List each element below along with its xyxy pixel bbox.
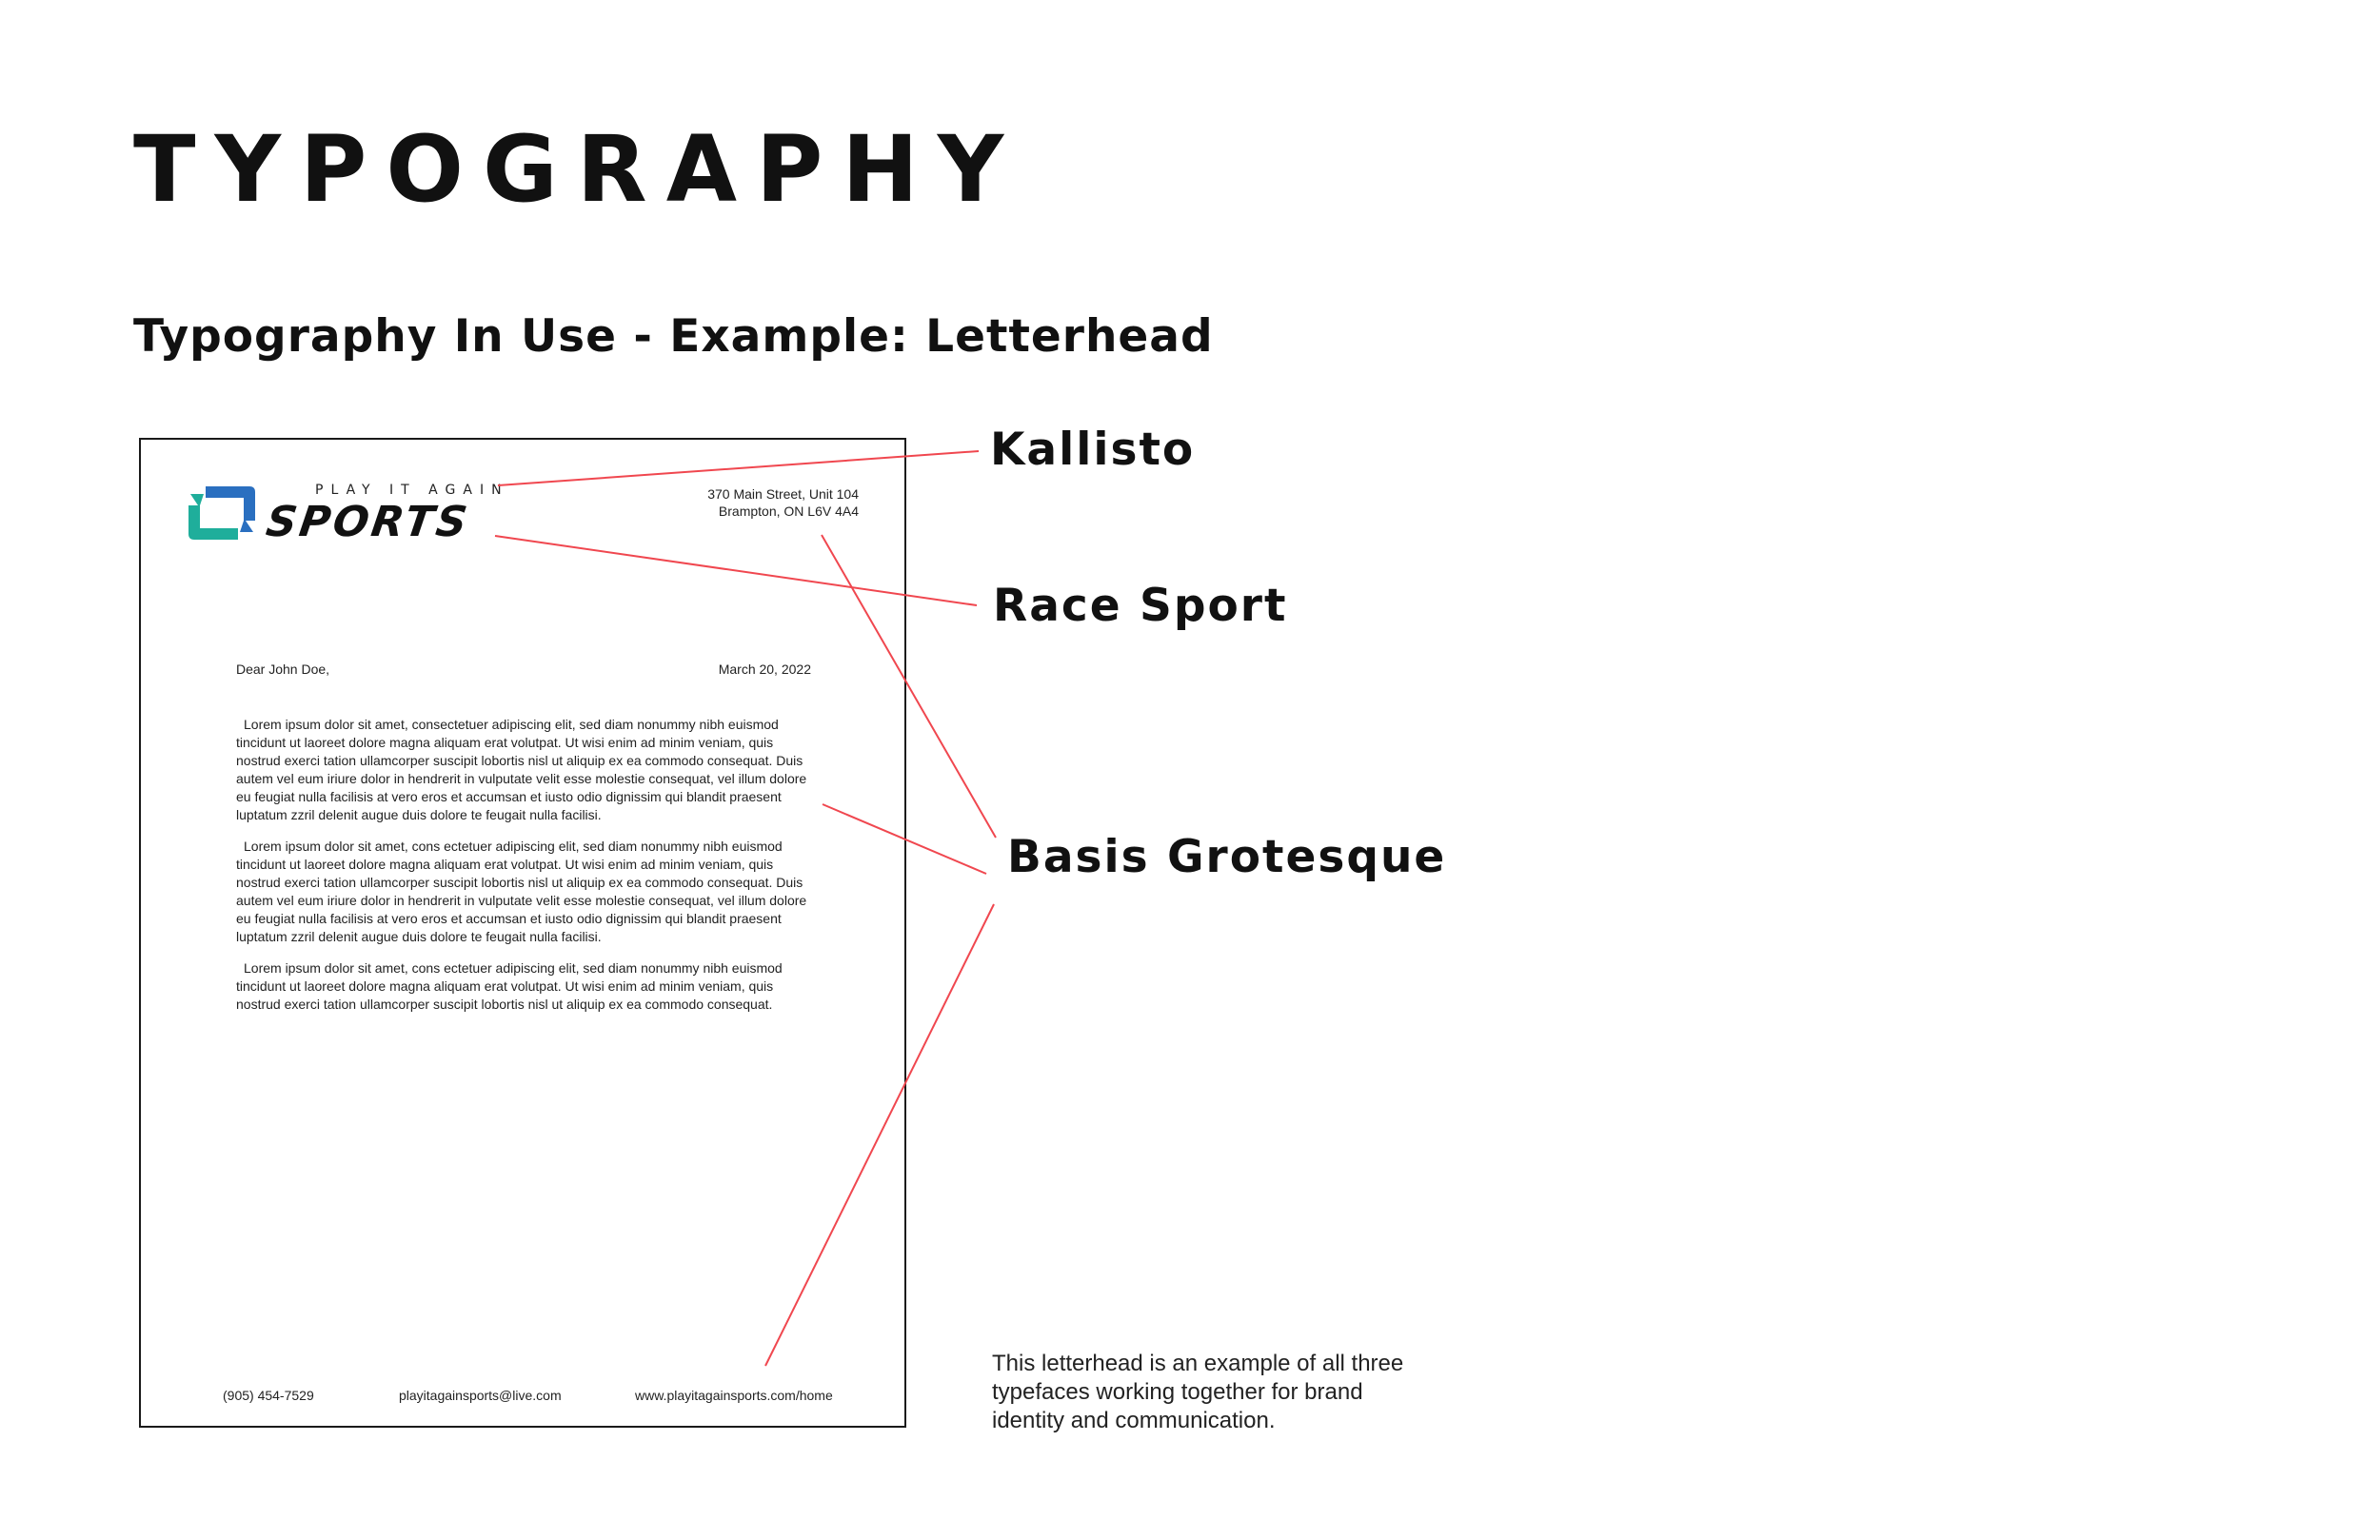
page-title: TYPOGRAPHY [133,116,1023,223]
letter-greeting: Dear John Doe, [236,661,330,677]
page-subtitle: Typography In Use - Example: Letterhead [133,310,1214,363]
logo-tagline: PLAY IT AGAIN [315,483,509,498]
address-line: 370 Main Street, Unit 104 [707,486,859,502]
footer-phone: (905) 454-7529 [223,1388,314,1403]
address-line: Brampton, ON L6V 4A4 [718,503,859,519]
logo-wordmark: SPORTS [263,498,473,546]
label-race-sport: Race Sport [993,580,1288,632]
address-block [707,485,859,520]
brand-logo [187,483,509,549]
body-paragraph: Lorem ipsum dolor sit amet, consectetuer adipiscing elit, sed diam nonummy nibh euismod tincidunt ut laoreet dolore magna aliquam erat volutpat. Ut wisi enim ad minim veniam, quis nostrud exerci tation ullamcorper suscipit lobortis nisl ut aliquip ex ea commodo consequat. Duis autem vel eum iriure dolor in hendrerit in vulputate velit esse molestie consequat, vel illum dolore eu feugiat nulla facilisis at vero eros et accumsan et iusto odio dignissim qui blandit praesent luptatum zzril delenit augue duis dolore te feugait nulla facilisi. [236,717,807,822]
caption: This letterhead is an example of all three typefaces working together for brand identity and communication. [992,1351,1404,1433]
body-paragraph: Lorem ipsum dolor sit amet, cons ectetuer adipiscing elit, sed diam nonummy nibh euismod tincidunt ut laoreet dolore magna aliquam erat volutpat. Ut wisi enim ad minim veniam, quis nostrud exerci tation ullamcorper suscipit lobortis nisl ut aliquip ex ea commodo consequat. [236,960,783,1012]
footer-email: playitagainsports@live.com [399,1388,562,1403]
footer-website: www.playitagainsports.com/home [635,1388,833,1403]
letterhead-example [139,438,906,1428]
label-basis-grotesque: Basis Grotesque [1007,831,1447,883]
recycle-arrows-icon [187,483,257,543]
body-paragraph: Lorem ipsum dolor sit amet, cons ectetuer adipiscing elit, sed diam nonummy nibh euismod tincidunt ut laoreet dolore magna aliquam erat volutpat. Ut wisi enim ad minim veniam, quis nostrud exerci tation ullamcorper suscipit lobortis nisl ut aliquip ex ea commodo consequat. Duis autem vel eum iriure dolor in hendrerit in vulputate velit esse molestie consequat, vel illum dolore eu feugiat nulla facilisis at vero eros et accumsan et iusto odio dignissim qui blandit praesent luptatum zzril delenit augue duis dolore te feugait nulla facilisi. [236,839,807,944]
letter-date: March 20, 2022 [718,661,811,677]
letter-body [236,716,807,1027]
label-kallisto: Kallisto [990,424,1196,476]
